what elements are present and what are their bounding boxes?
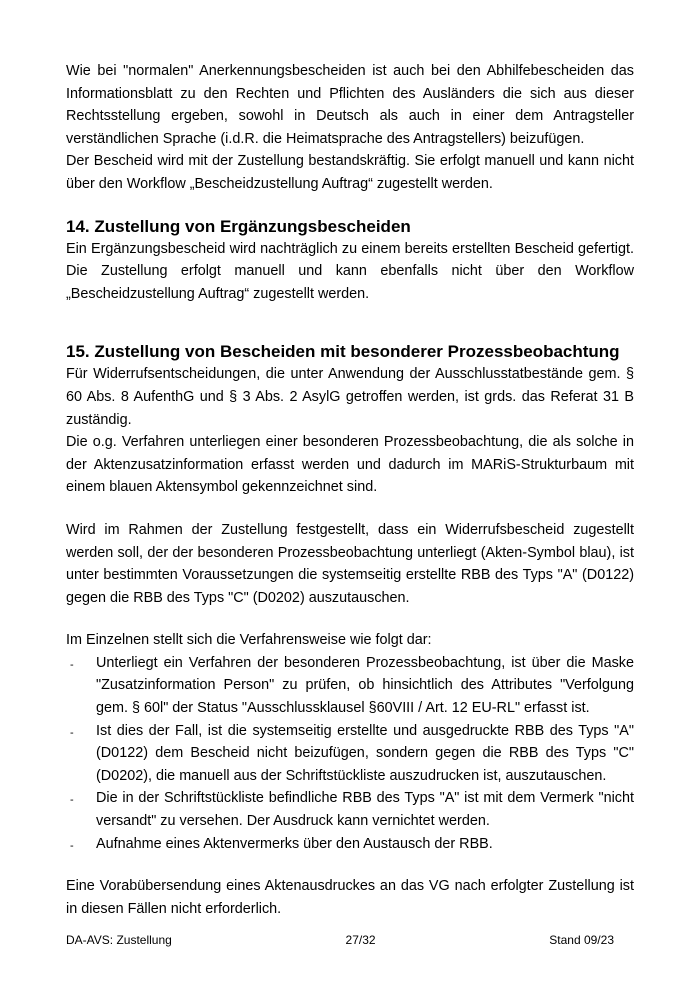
list-item-text: Unterliegt ein Verfahren der besonderen Prozessbeobachtung, ist über die Maske "Zusatzinformation Person" zu prüfen, ob hinsichtlich des Attributes "Verfolgung gem. § 60l" der Status "Ausschlussklausel §60VIII / Art. 12 EU-RL" erfasst ist. bbox=[96, 654, 634, 717]
section-15-heading: 15. Zustellung von Bescheiden mit besonderer Prozessbeobachtung bbox=[66, 342, 620, 362]
procedure-list bbox=[66, 652, 634, 855]
list-item bbox=[66, 720, 634, 788]
list-item bbox=[66, 787, 634, 832]
section-15-paragraph-2: Die o.g. Verfahren unterliegen einer besonderen Prozessbeobachtung, die als solche in der Aktenzusatzinformation erfasst werden und dadurch im MARiS-Strukturbaum mit einem blauen Aktensymbol gekennzeichnet sind. bbox=[66, 434, 634, 496]
page-footer bbox=[66, 933, 614, 947]
section-15-paragraph-4: Im Einzelnen stellt sich die Verfahrensweise wie folgt dar: bbox=[66, 632, 432, 649]
section-14-paragraph: Ein Ergänzungsbescheid wird nachträglich zu einem bereits erstellten Bescheid gefertigt. Die Zustellung erfolgt manuell und kann ebenfalls nicht über den Workflow „Bescheidzustellung Auftrag“ zugestellt werden. bbox=[66, 240, 634, 302]
list-item bbox=[66, 833, 634, 856]
section-15-paragraph-3: Wird im Rahmen der Zustellung festgestellt, dass ein Widerrufsbescheid zugestellt werden soll, der der besonderen Prozessbeobachtung unterliegt (Akten-Symbol blau), ist unter bestimmten Voraussetzungen die systemseitig erstellte RBB des Typs "A" (D0122) gegen die RBB des Typs "C" (D0202) auszutauschen. bbox=[66, 521, 634, 606]
dash-bullet-icon: - bbox=[70, 658, 74, 671]
section-15-paragraph-5: Eine Vorabübersendung eines Aktenausdruckes an das VG nach erfolgter Zustellung ist in diesen Fällen nicht erforderlich. bbox=[66, 878, 634, 917]
dash-bullet-icon: - bbox=[70, 839, 74, 852]
footer-page-number: 27/32 bbox=[345, 933, 376, 947]
section-15-paragraph-1: Für Widerrufsentscheidungen, die unter Anwendung der Ausschlusstatbestände gem. § 60 Abs. 8 AufenthG und § 3 Abs. 2 AsylG getroffen werden, ist grds. das Referat 31 B zuständig. bbox=[66, 366, 634, 428]
intro-paragraph-2: Der Bescheid wird mit der Zustellung bestandskräftig. Sie erfolgt manuell und kann nicht über den Workflow „Bescheidzustellung Auftrag“ zugestellt werden. bbox=[66, 153, 634, 192]
intro-paragraph-1: Wie bei "normalen" Anerkennungsbescheiden ist auch bei den Abhilfebescheiden das Informationsblatt zu den Rechten und Pflichten des Ausländers die sich aus dieser Rechtsstellung ergeben, sowohl in Deutsch als auch in einer dem Antragsteller verständlichen Sprache (i.d.R. die Heimatsprache des Antragstellers) beizufügen. bbox=[66, 63, 634, 147]
footer-version: Stand 09/23 bbox=[549, 933, 614, 947]
list-item-text: Ist dies der Fall, ist die systemseitig erstellte und ausgedruckte RBB des Typs "A" (D0122) dem Bescheid nicht beizufügen, sondern gegen die RBB des Typs "C" (D0202), die manuell aus der Schriftstückliste auszudrucken ist, auszutauschen. bbox=[96, 722, 634, 784]
list-item bbox=[66, 652, 634, 720]
list-item-text: Die in der Schriftstückliste befindliche RBB des Typs "A" ist mit dem Vermerk "nicht versandt" zu versehen. Der Ausdruck kann vernichtet werden. bbox=[96, 790, 634, 830]
section-14-heading: 14. Zustellung von Ergänzungsbescheiden bbox=[66, 216, 411, 236]
list-item-text: Aufnahme eines Aktenvermerks über den Austausch der RBB. bbox=[96, 835, 493, 852]
dash-bullet-icon: - bbox=[70, 794, 74, 807]
page-body bbox=[66, 60, 634, 920]
dash-bullet-icon: - bbox=[70, 726, 74, 739]
footer-document-title: DA-AVS: Zustellung bbox=[66, 933, 172, 947]
